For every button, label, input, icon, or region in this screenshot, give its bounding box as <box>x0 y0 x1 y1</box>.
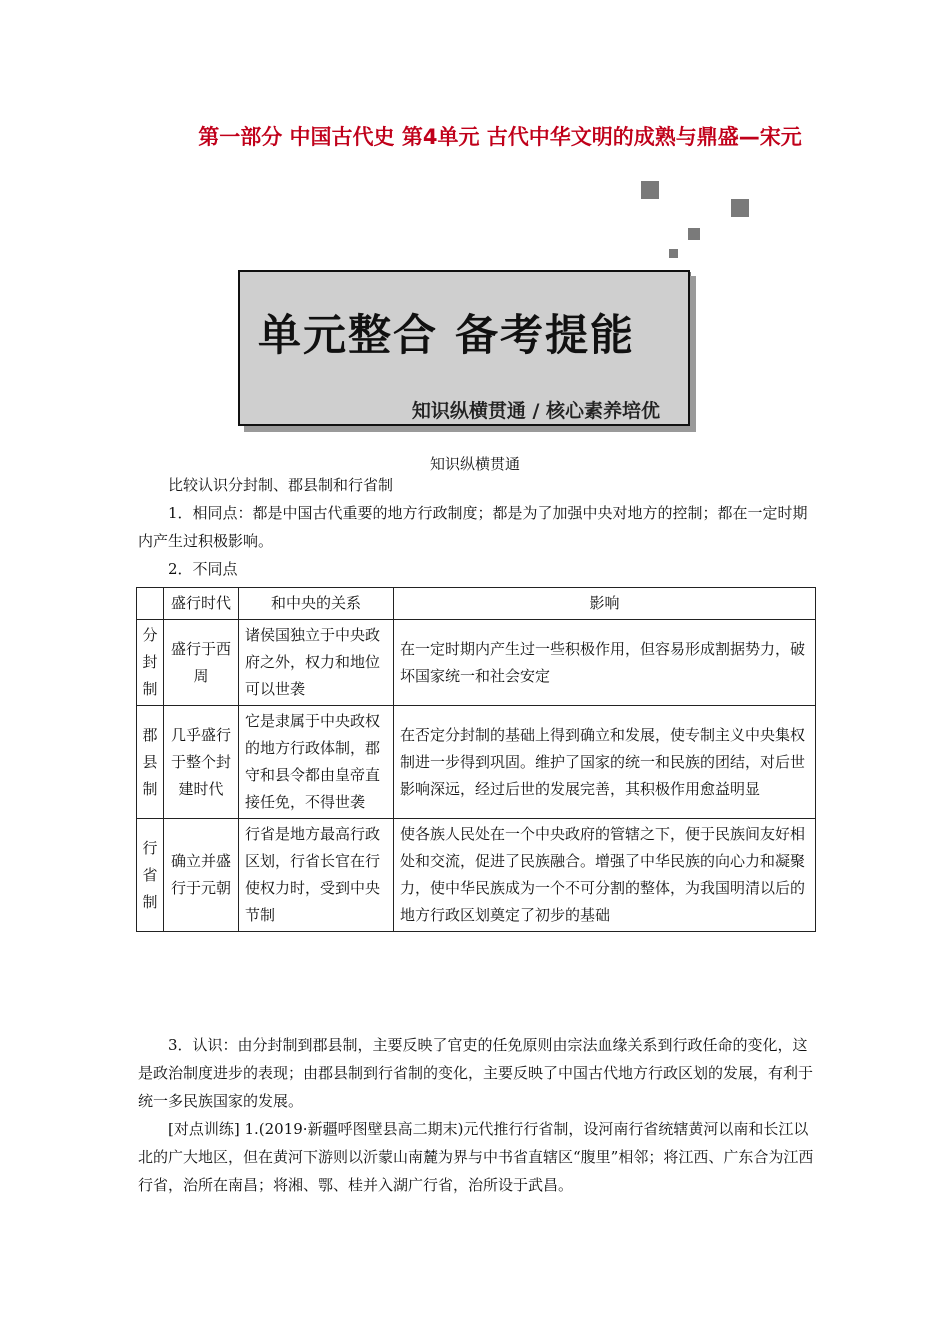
table-cell-system: 分封制 <box>137 620 164 706</box>
unit-banner <box>238 270 690 426</box>
decor-square <box>641 181 659 199</box>
intro-text: 比较认识分封制、郡县制和行省制 <box>168 476 394 494</box>
table-cell-impact: 使各族人民处在一个中央政府的管辖之下，便于民族间友好相处和交流，促进了民族融合。增强了中华民族的向心力和凝聚力，使中华民族成为一个不可分割的整体，为我国明清以后的地方行政区划奠定了初步的基础 <box>394 819 816 932</box>
table-cell-system: 郡县制 <box>137 706 164 819</box>
section-title: 知识纵横贯通 <box>429 455 520 473</box>
table-cell-era: 几乎盛行于整个封建时代 <box>164 706 239 819</box>
exercise-text: [对点训练] 1.(2019·新疆呼图壁县高二期末)元代推行行省制，设河南行省统辖黄河以南和长江以北的广大地区，但在黄河下游则以沂蒙山南麓为界与中书省直辖区“腹里”相邻；将江西、广东合为江西行省，治所在南昌；将湘、鄂、桂并入湖广行省，治所设于武昌。 <box>138 1120 814 1194</box>
table-cell-system: 行省制 <box>137 819 164 932</box>
table-row <box>137 620 816 706</box>
point-3: 3．认识：由分封制到郡县制，主要反映了官吏的任免原则由宗法血缘关系到行政任命的变化，这是政治制度进步的表现；由郡县制到行省制的变化，主要反映了中国古代地方行政区划的发展，有利于统一多民族国家的发展。 <box>138 1036 814 1110</box>
table-header-row <box>137 588 816 620</box>
decor-square <box>669 249 678 258</box>
table-cell-relation: 行省是地方最高行政区划，行省长官在行使权力时，受到中央节制 <box>239 819 394 932</box>
table-cell-relation: 诸侯国独立于中央政府之外，权力和地位可以世袭 <box>239 620 394 706</box>
point-2: 2．不同点 <box>168 560 238 578</box>
table-cell-era: 确立并盛行于元朝 <box>164 819 239 932</box>
page-title: 第一部分 中国古代史 第4单元 古代中华文明的成熟与鼎盛—宋元 <box>198 125 802 149</box>
point-1: 1．相同点：都是中国古代重要的地方行政制度；都是为了加强中央对地方的控制；都在一定时期内产生过积极影响。 <box>138 504 808 550</box>
decor-square <box>731 199 749 217</box>
banner-subheading: 知识纵横贯通 / 核心素养培优 <box>411 400 660 422</box>
table-header-cell: 盛行时代 <box>164 588 239 620</box>
decor-square <box>688 228 700 240</box>
table-header-cell: 和中央的关系 <box>239 588 394 620</box>
table-cell-relation: 它是隶属于中央政权的地方行政体制，郡守和县令都由皇帝直接任免，不得世袭 <box>239 706 394 819</box>
table-cell-era: 盛行于西周 <box>164 620 239 706</box>
table-row <box>137 819 816 932</box>
table-cell-impact: 在否定分封制的基础上得到确立和发展，使专制主义中央集权制进一步得到巩固。维护了国家的统一和民族的团结，对后世影响深远，经过后世的发展完善，其积极作用愈益明显 <box>394 706 816 819</box>
banner-heading: 单元整合 备考提能 <box>258 311 635 361</box>
table-header-cell: 影响 <box>394 588 816 620</box>
comparison-table <box>136 587 816 932</box>
table-header-cell <box>137 588 164 620</box>
table-cell-impact: 在一定时期内产生过一些积极作用，但容易形成割据势力，破坏国家统一和社会安定 <box>394 620 816 706</box>
table-row <box>137 706 816 819</box>
